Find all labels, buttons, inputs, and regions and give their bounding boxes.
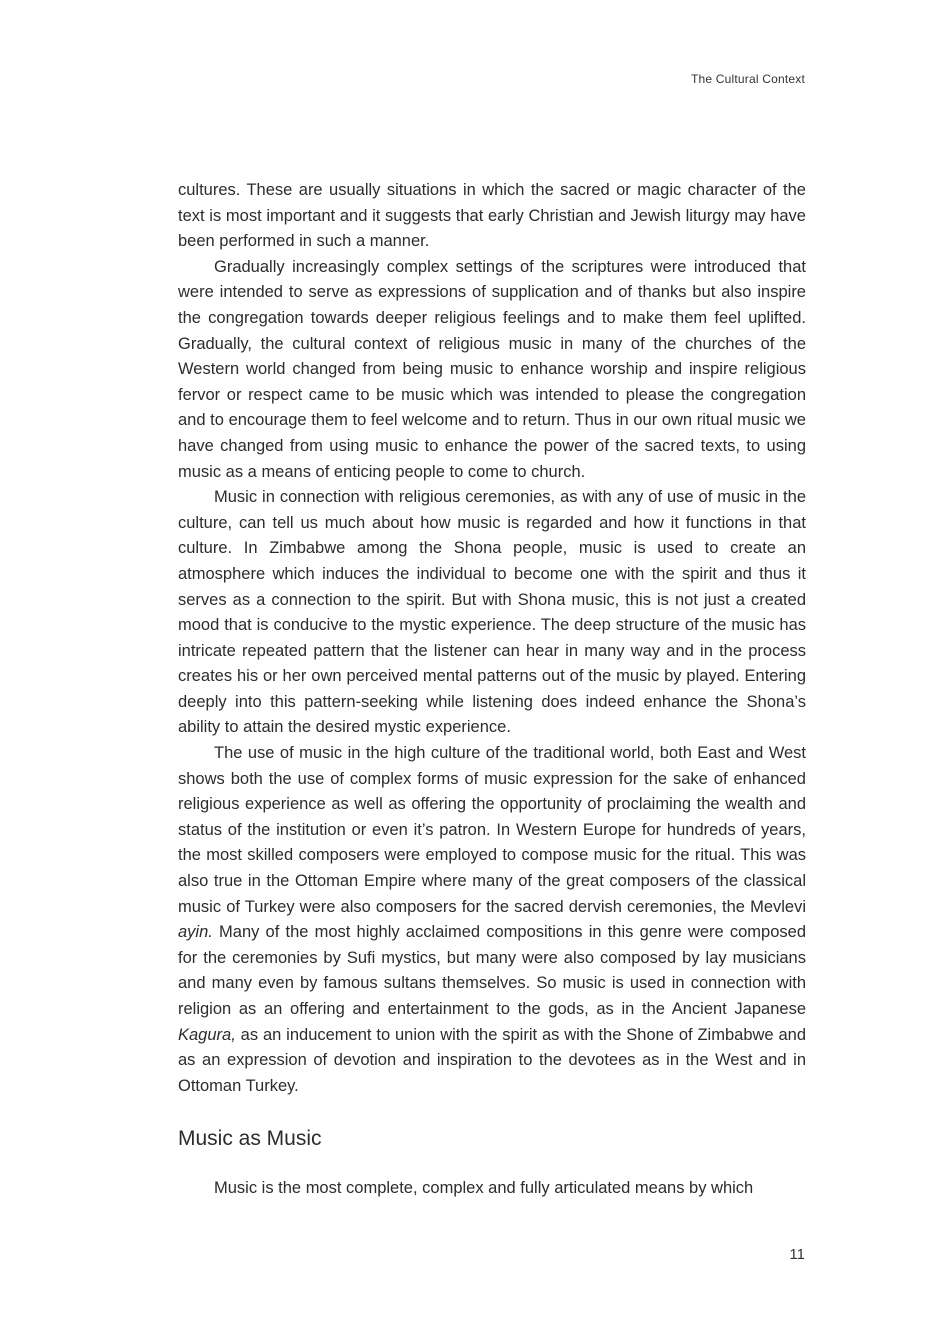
term-ayin: ayin. <box>178 923 213 942</box>
paragraph-4-text-a: The use of music in the high culture of the traditional world, both East and West shows both the use of complex forms of music expression for the sake of enhanced religious experience as well as offering the opportunity of proclaiming the wealth and status of the institution or even it’s patron. In Western Europe for hundreds of years, the most skilled composers were employed to compose music for the ritual. This was also true in the Ottoman Empire where many of the great composers of the classical music of Turkey were also composers for the sacred dervish ceremonies, the Mevlevi <box>178 744 806 916</box>
paragraph-4-text-c: as an inducement to union with the spirit as with the Shone of Zimbabwe and as an expression of devotion and inspiration to the devotees as in the West and in Ottoman Turkey. <box>178 1025 806 1095</box>
body-text <box>178 178 806 1202</box>
running-header: The Cultural Context <box>690 72 805 86</box>
page-number: 11 <box>789 1246 805 1263</box>
paragraph-4 <box>178 741 806 1099</box>
paragraph-1: cultures. These are usually situations in which the sacred or magic character of the text is most important and it suggests that early Christian and Jewish liturgy may have been performed in such a manner. <box>178 181 806 251</box>
section-heading: Music as Music <box>178 1127 322 1151</box>
section-first-paragraph: Music is the most complete, complex and fully articulated means by which <box>214 1179 754 1198</box>
paragraph-2: Gradually increasingly complex settings of the scriptures were introduced that were intended to serve as expressions of supplication and of thanks but also inspire the congregation towards deeper religious feelings and to make them feel uplifted. Gradually, the cultural context of religious music in many of the churches of the Western world changed from being music to enhance worship and inspire religious fervor or respect came to be music which was intended to please the congregation and to encourage them to feel welcome and to return. Thus in our own ritual music we have changed from using music to enhance the power of the sacred texts, to using music as a means of enticing people to come to church. <box>178 257 806 481</box>
paragraph-4-text-b: Many of the most highly acclaimed compositions in this genre were composed for the ceremonies by Sufi mystics, but many were also composed by lay musicians and many even by famous sultans themselves. So music is used in connection with religion as an offering and entertainment to the gods, as in the Ancient Japanese <box>178 923 806 1018</box>
paragraph-3: Music in connection with religious ceremonies, as with any of use of music in the culture, can tell us much about how music is regarded and how it functions in that culture. In Zimbabwe among the Shona people, music is used to create an atmosphere which induces the individual to become one with the spirit and thus it serves as a connection to the spirit. But with Shona music, this is not just a created mood that is conducive to the mystic experience. The deep structure of the music has intricate repeated pattern that the listener can hear in many way and in the process creates his or her own perceived mental patterns out of the music by played. Entering deeply into this pattern-seeking while listening does indeed enhance the Shona’s ability to attain the desired mystic experience. <box>178 488 806 737</box>
term-kagura: Kagura, <box>178 1025 236 1044</box>
